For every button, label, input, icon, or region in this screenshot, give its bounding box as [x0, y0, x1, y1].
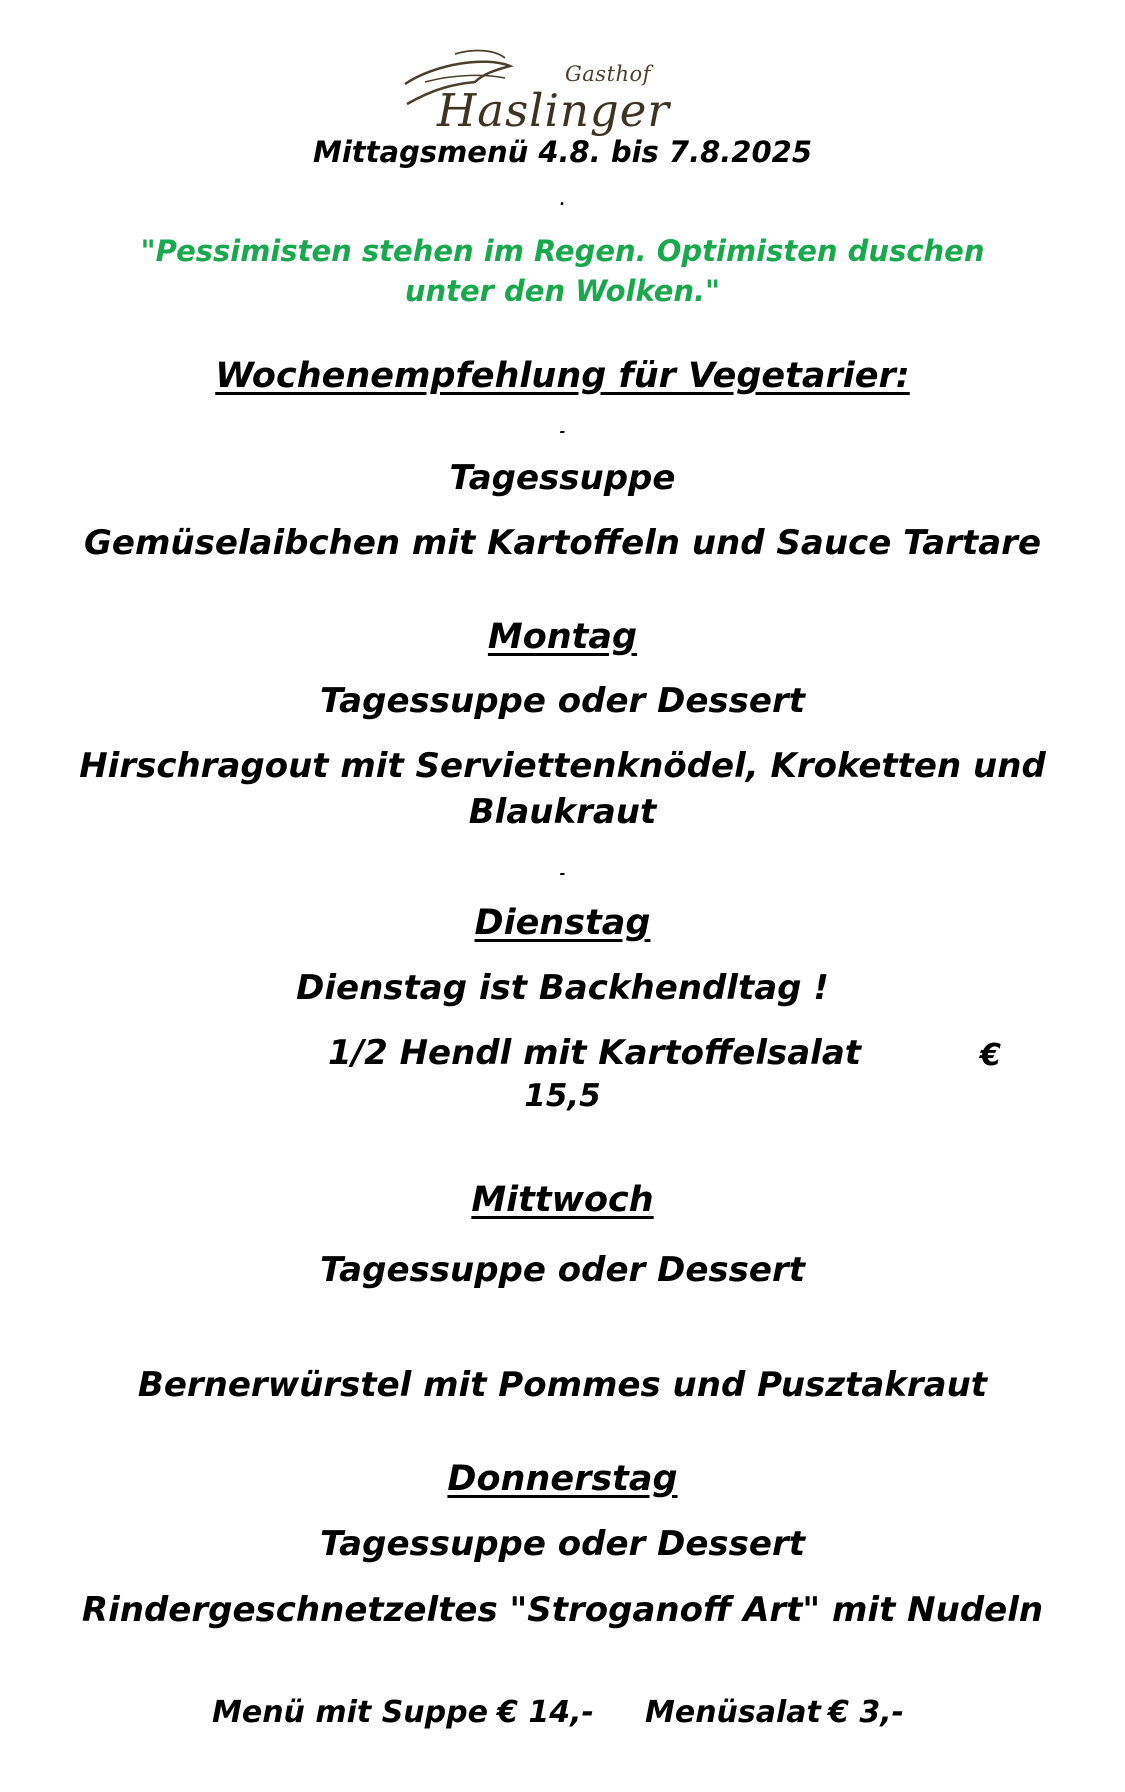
- footer-menu-with-soup: Menü mit Suppe: [212, 1695, 488, 1730]
- monday-starter: Tagessuppe oder Dessert: [320, 681, 805, 721]
- tuesday-heading: Dienstag: [474, 903, 651, 943]
- tuesday-main: 1/2 Hendl mit Kartoffelsalat: [328, 1033, 862, 1073]
- quote-line-2: unter den Wolken.": [404, 274, 721, 308]
- monday-main-line-2: Blaukraut: [468, 792, 657, 832]
- tuesday-special: Dienstag ist Backhendltag !: [296, 968, 829, 1008]
- thursday-heading: Donnerstag: [447, 1459, 678, 1499]
- thursday-starter: Tagessuppe oder Dessert: [320, 1524, 805, 1564]
- wednesday-starter: Tagessuppe oder Dessert: [320, 1250, 805, 1290]
- wednesday-heading: Mittwoch: [471, 1180, 654, 1220]
- separator-dash-1: -: [559, 424, 566, 440]
- logo-haslinger: Haslinger: [437, 84, 670, 137]
- tuesday-price: 15,5: [524, 1078, 601, 1114]
- tuesday-currency: €: [980, 1038, 1001, 1073]
- gasthof-logo: [395, 44, 725, 140]
- vegetarian-starter: Tagessuppe: [449, 458, 676, 498]
- separator-dot: .: [559, 193, 566, 209]
- quote-line-1: "Pessimisten stehen im Regen. Optimisten duschen: [140, 234, 985, 268]
- logo-gasthof: Gasthof: [565, 62, 651, 86]
- monday-heading: Montag: [487, 617, 638, 657]
- vegetarian-heading: Wochenempfehlung für Vegetarier:: [215, 356, 910, 396]
- footer-menu-salad: Menüsalat: [645, 1695, 821, 1730]
- monday-main-line-1: Hirschragout mit Serviettenknödel, Kroketten und: [79, 746, 1046, 786]
- footer-menu-salad-price: € 3,-: [828, 1695, 905, 1730]
- wednesday-main: Bernerwürstel mit Pommes und Pusztakraut: [137, 1365, 988, 1405]
- thursday-main: Rindergeschnetzeltes "Stroganoff Art" mit Nudeln: [81, 1590, 1044, 1630]
- separator-dash-2: -: [559, 866, 566, 882]
- footer-menu-with-soup-price: € 14,-: [497, 1695, 594, 1730]
- menu-title: Mittagsmenü 4.8. bis 7.8.2025: [312, 135, 813, 169]
- vegetarian-main: Gemüselaibchen mit Kartoffeln und Sauce Tartare: [83, 523, 1041, 563]
